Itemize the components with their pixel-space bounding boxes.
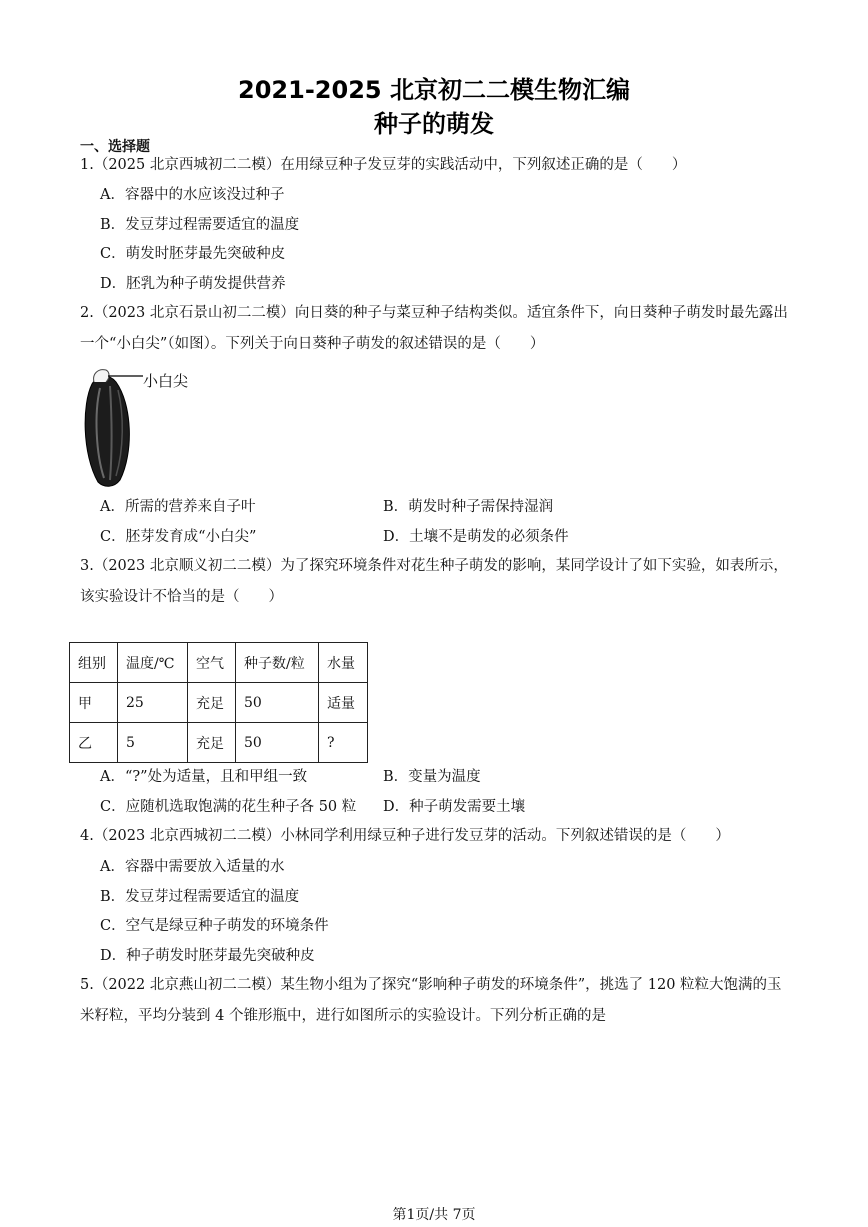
table-row — [70, 723, 368, 763]
q1-option-d: D．胚乳为种子萌发提供营养 — [100, 276, 286, 292]
q4-option-a: A．容器中需要放入适量的水 — [100, 859, 285, 875]
q2-option-b: B．萌发时种子需保持湿润 — [383, 499, 554, 515]
table-header-row — [70, 643, 368, 683]
table-cell: 充足 — [188, 683, 236, 723]
table-header-cell: 温度/℃ — [118, 643, 188, 683]
figure-label-tip: 小白尖 — [143, 372, 189, 390]
table-header-cell: 水量 — [319, 643, 368, 683]
q2-option-d: D．土壤不是萌发的必须条件 — [383, 529, 569, 545]
q3-option-a: A．“?”处为适量，且和甲组一致 — [100, 769, 308, 785]
table-header-cell: 种子数/粒 — [236, 643, 319, 683]
question-1-stem: 1.（2025 北京西城初二二模）在用绿豆种子发豆芽的实践活动中，下列叙述正确的是（ ） — [80, 157, 687, 173]
table-cell: 充足 — [188, 723, 236, 763]
table-cell: 50 — [236, 683, 319, 723]
table-cell: ? — [319, 723, 368, 763]
table-cell: 25 — [118, 683, 188, 723]
q1-option-b: B．发豆芽过程需要适宜的温度 — [100, 217, 300, 233]
q4-option-b: B．发豆芽过程需要适宜的温度 — [100, 889, 300, 905]
q2-option-a: A．所需的营养来自子叶 — [100, 499, 256, 515]
document-title: 2021-2025 北京初二二模生物汇编 — [238, 76, 630, 104]
q4-option-c: C．空气是绿豆种子萌发的环境条件 — [100, 918, 329, 934]
q4-option-d: D．种子萌发时胚芽最先突破种皮 — [100, 948, 315, 964]
table-cell: 乙 — [70, 723, 118, 763]
q3-option-c: C．应随机选取饱满的花生种子各 50 粒 — [100, 799, 357, 815]
page-footer: 第1页/共 7页 — [392, 1207, 476, 1223]
table-header-cell: 组别 — [70, 643, 118, 683]
question-4-stem: 4.（2023 北京西城初二二模）小林同学利用绿豆种子进行发豆芽的活动。下列叙述错误的是（ ） — [80, 828, 730, 844]
table-cell: 甲 — [70, 683, 118, 723]
q2-option-c: C．胚芽发育成“小白尖” — [100, 529, 257, 545]
q1-option-c: C．萌发时胚芽最先突破种皮 — [100, 246, 286, 262]
section-heading: 一、选择题 — [80, 139, 150, 155]
q3-option-d: D．种子萌发需要土壤 — [383, 799, 526, 815]
question-3-stem: 3.（2023 北京顺义初二二模）为了探究环境条件对花生种子萌发的影响，某同学设计了如下实验，如表所示，该实验设计不恰当的是（ ） — [80, 558, 788, 605]
table-cell: 适量 — [319, 683, 368, 723]
question-2-stem: 2.（2023 北京石景山初二二模）向日葵的种子与菜豆种子结构类似。适宜条件下，向日葵种子萌发时最先露出一个“小白尖”（如图）。下列关于向日葵种子萌发的叙述错误的是（ ） — [80, 305, 788, 352]
table-header-cell: 空气 — [188, 643, 236, 683]
experiment-table — [69, 642, 368, 763]
table-cell: 50 — [236, 723, 319, 763]
q3-option-b: B．变量为温度 — [383, 769, 481, 785]
document-subtitle: 种子的萌发 — [374, 110, 494, 138]
table-cell: 5 — [118, 723, 188, 763]
q1-option-a: A．容器中的水应该没过种子 — [100, 187, 285, 203]
question-5-stem: 5.（2022 北京燕山初二二模）某生物小组为了探究“影响种子萌发的环境条件”，挑选了 120 粒粒大饱满的玉米籽粒，平均分装到 4 个锥形瓶中，进行如图所示的实验设计。下列分析正确的是 — [80, 977, 782, 1024]
table-row — [70, 683, 368, 723]
